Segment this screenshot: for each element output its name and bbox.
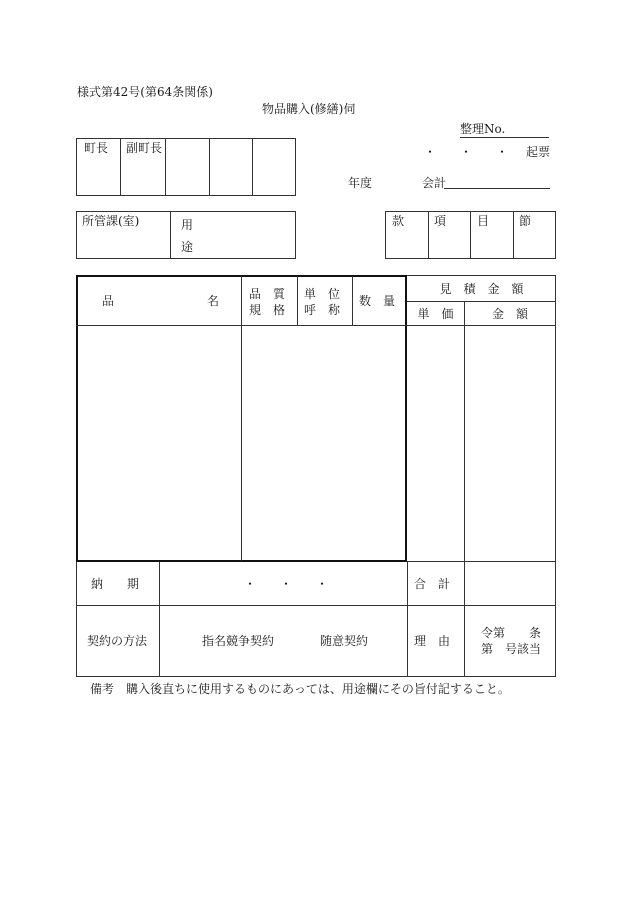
approval-divider-3 [209, 138, 210, 196]
riyu-label: 理 由 [414, 634, 451, 648]
col-kingaku: 金 額 [491, 307, 528, 321]
col-tani-2: 呼 称 [304, 303, 341, 317]
purpose-yo: 用 [181, 218, 194, 232]
kaikei-label: 会計 [422, 176, 447, 190]
mitsumori-split-line [407, 301, 556, 302]
col-suryo: 数 量 [359, 294, 396, 308]
items-bottom-line [407, 561, 556, 562]
lower-col-right [407, 562, 408, 677]
kihyo-label: 起票 [526, 145, 551, 159]
budget-setsu: 節 [519, 214, 532, 228]
approval-fukucho: 副町長 [126, 141, 163, 155]
rei-line-1: 令第 条 [481, 626, 542, 640]
items-col-3 [352, 276, 353, 326]
budget-moku: 目 [477, 214, 490, 228]
form-number: 様式第42号(第64条関係) [77, 85, 213, 99]
delivery-label: 納 期 [91, 577, 140, 591]
dept-label: 所管課(室) [82, 214, 140, 228]
col-tani-1: 単 位 [304, 287, 341, 301]
delivery-dots: ・ ・ ・ [244, 577, 329, 591]
form-title: 物品購入(修繕)伺 [262, 102, 356, 116]
nendo-label: 年度 [348, 176, 373, 190]
contract-zuii: 随意契約 [320, 634, 369, 648]
lower-col-left [159, 562, 160, 677]
approval-stamp-grid [76, 138, 296, 196]
date-dots: ・ ・ ・ [424, 145, 509, 159]
dept-divider [170, 211, 171, 259]
col-tanka: 単 価 [417, 307, 454, 321]
budget-ko: 項 [434, 214, 447, 228]
budget-divider-3 [513, 211, 514, 259]
budget-divider-1 [428, 211, 429, 259]
tanka-col [464, 302, 465, 677]
col-hinmei-1: 品 [102, 294, 115, 308]
col-hinshitsu-1: 品 質 [249, 287, 286, 301]
gokei-label: 合 計 [414, 577, 451, 591]
seiri-no-label: 整理No. [460, 123, 549, 138]
items-col-2 [297, 276, 298, 326]
approval-divider-4 [252, 138, 253, 196]
approval-cho: 町長 [84, 141, 109, 155]
col-mitsumori: 見 積 金 額 [439, 282, 524, 296]
approval-divider-2 [165, 138, 166, 196]
col-hinshitsu-2: 規 格 [249, 303, 286, 317]
remarks: 備考 購入後直ちに使用するものにあっては、用途欄にその旨付記すること。 [90, 682, 510, 696]
kaikei-underline [444, 188, 550, 189]
delivery-bottom-line [76, 605, 556, 606]
budget-kan: 款 [392, 214, 405, 228]
items-col-1 [241, 276, 242, 561]
rei-line-2: 第 号該当 [481, 642, 542, 656]
contract-shimei: 指名競争契約 [202, 634, 275, 648]
budget-divider-2 [470, 211, 471, 259]
header-row-line [76, 325, 556, 326]
purpose-to: 途 [181, 240, 194, 254]
approval-divider-1 [120, 138, 121, 196]
col-hinmei-2: 名 [207, 294, 220, 308]
contract-label: 契約の方法 [87, 634, 148, 648]
